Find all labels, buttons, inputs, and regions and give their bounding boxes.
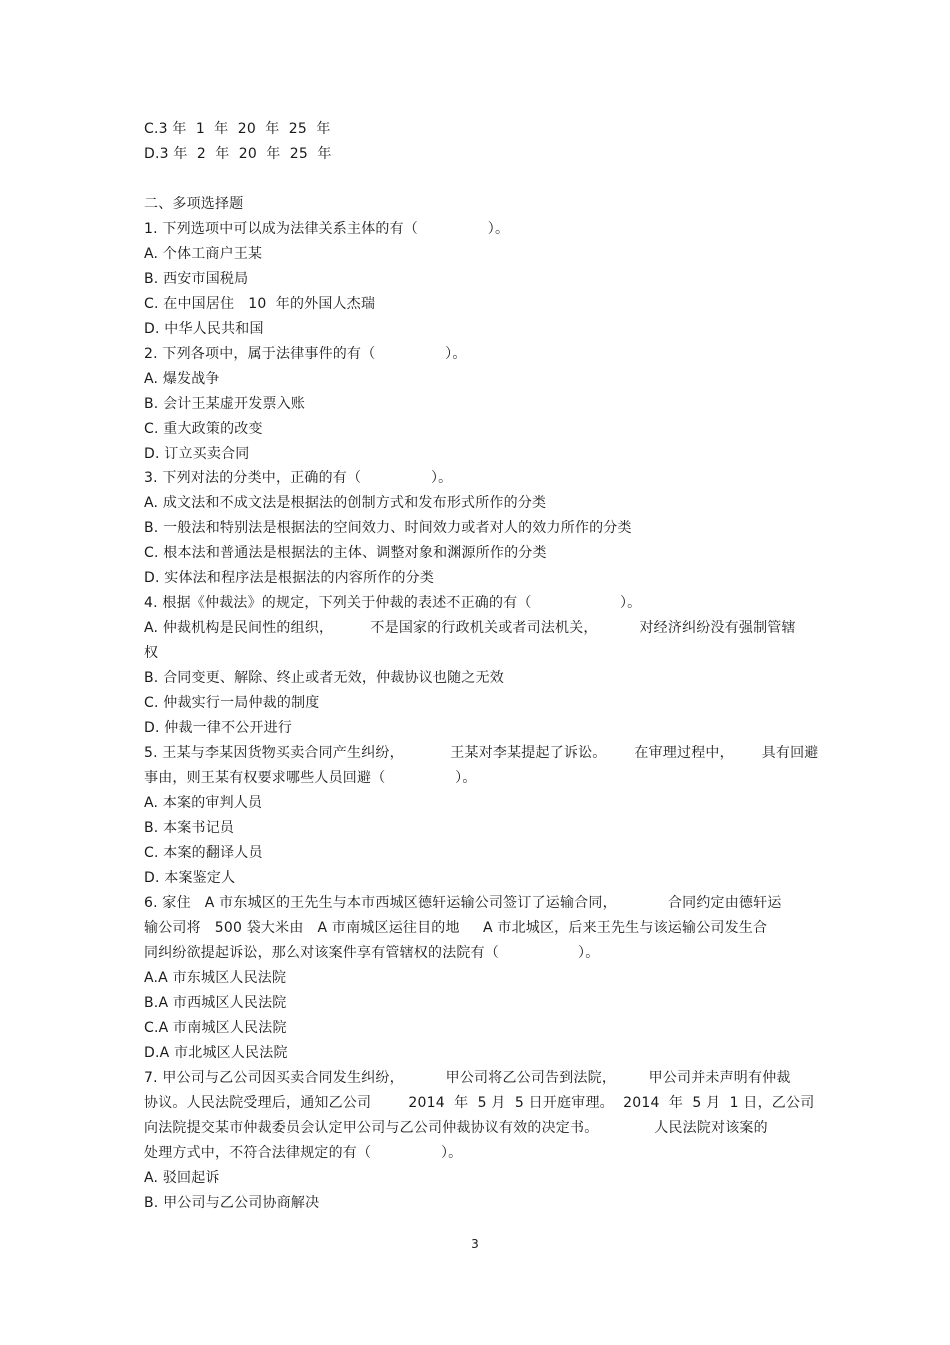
q6-option-d: D.A 市北城区人民法院 (144, 1045, 288, 1061)
q4-option-b: B. 合同变更、解除、终止或者无效，仲裁协议也随之无效 (144, 670, 504, 686)
q5-option-a: A. 本案的审判人员 (144, 795, 263, 811)
question-7-cont-2: 向法院提交某市仲裁委员会认定甲公司与乙公司仲裁协议有效的决定书。 人民法院对该案的 (144, 1120, 768, 1136)
option-d-line: D.3 年 2 年 20 年 25 年 (144, 146, 332, 162)
question-7-cont-1: 协议。人民法院受理后，通知乙公司 2014 年 5 月 5 日开庭审理。 2014 年 5 月 1 日，乙公司 (144, 1095, 815, 1111)
q3-option-d: D. 实体法和程序法是根据法的内容所作的分类 (144, 570, 435, 586)
question-7-cont-3: 处理方式中，不符合法律规定的有（ ）。 (144, 1145, 463, 1161)
q7-option-b: B. 甲公司与乙公司协商解决 (144, 1195, 320, 1211)
q1-option-a: A. 个体工商户王某 (144, 246, 263, 262)
question-1: 1. 下列选项中可以成为法律关系主体的有（ ）。 (144, 221, 510, 237)
q4-option-d: D. 仲裁一律不公开进行 (144, 720, 293, 736)
q5-option-c: C. 本案的翻译人员 (144, 845, 263, 861)
q2-option-a: A. 爆发战争 (144, 371, 220, 387)
q2-option-d: D. 订立买卖合同 (144, 446, 250, 462)
q1-option-b: B. 西安市国税局 (144, 271, 249, 287)
section-heading: 二、多项选择题 (144, 196, 244, 212)
q1-option-c: C. 在中国居住 10 年的外国人杰瑞 (144, 296, 376, 312)
q6-option-a: A.A 市东城区人民法院 (144, 970, 287, 986)
question-7: 7. 甲公司与乙公司因买卖合同发生纠纷， 甲公司将乙公司告到法院， 甲公司并未声明有仲裁 (144, 1070, 791, 1086)
q2-option-c: C. 重大政策的改变 (144, 421, 263, 437)
page-number: 3 (471, 1237, 479, 1251)
question-6-cont-1: 输公司将 500 袋大米由 A 市南城区运往目的地 A 市北城区，后来王先生与该运输公司发生合 (144, 920, 768, 936)
q7-option-a: A. 驳回起诉 (144, 1170, 220, 1186)
q5-option-b: B. 本案书记员 (144, 820, 235, 836)
q1-option-d: D. 中华人民共和国 (144, 321, 264, 337)
question-2: 2. 下列各项中，属于法律事件的有（ ）。 (144, 346, 467, 362)
question-4: 4. 根据《仲裁法》的规定，下列关于仲裁的表述不正确的有（ ）。 (144, 595, 642, 611)
question-6: 6. 家住 A 市东城区的王先生与本市西城区德轩运输公司签订了运输合同， 合同约定由德轩运 (144, 895, 782, 911)
q3-option-b: B. 一般法和特别法是根据法的空间效力、时间效力或者对人的效力所作的分类 (144, 520, 632, 536)
q2-option-b: B. 会计王某虚开发票入账 (144, 396, 306, 412)
q3-option-c: C. 根本法和普通法是根据法的主体、调整对象和渊源所作的分类 (144, 545, 547, 561)
question-3: 3. 下列对法的分类中，正确的有（ ）。 (144, 470, 453, 486)
q6-option-c: C.A 市南城区人民法院 (144, 1020, 287, 1036)
q3-option-a: A. 成文法和不成文法是根据法的创制方式和发布形式所作的分类 (144, 495, 547, 511)
question-5: 5. 王某与李某因货物买卖合同产生纠纷， 王某对李某提起了诉讼。 在审理过程中， 具有回避 (144, 745, 819, 761)
question-6-cont-2: 同纠纷欲提起诉讼，那么对该案件享有管辖权的法院有（ ）。 (144, 945, 600, 961)
q4-option-a-cont: 权 (144, 645, 159, 661)
question-5-cont: 事由，则王某有权要求哪些人员回避（ ）。 (144, 770, 477, 786)
option-c-line: C.3 年 1 年 20 年 25 年 (144, 121, 331, 137)
q5-option-d: D. 本案鉴定人 (144, 870, 236, 886)
q4-option-a: A. 仲裁机构是民间性的组织， 不是国家的行政机关或者司法机关， 对经济纠纷没有强制管辖 (144, 620, 796, 636)
q6-option-b: B.A 市西城区人民法院 (144, 995, 287, 1011)
q4-option-c: C. 仲裁实行一局仲裁的制度 (144, 695, 320, 711)
